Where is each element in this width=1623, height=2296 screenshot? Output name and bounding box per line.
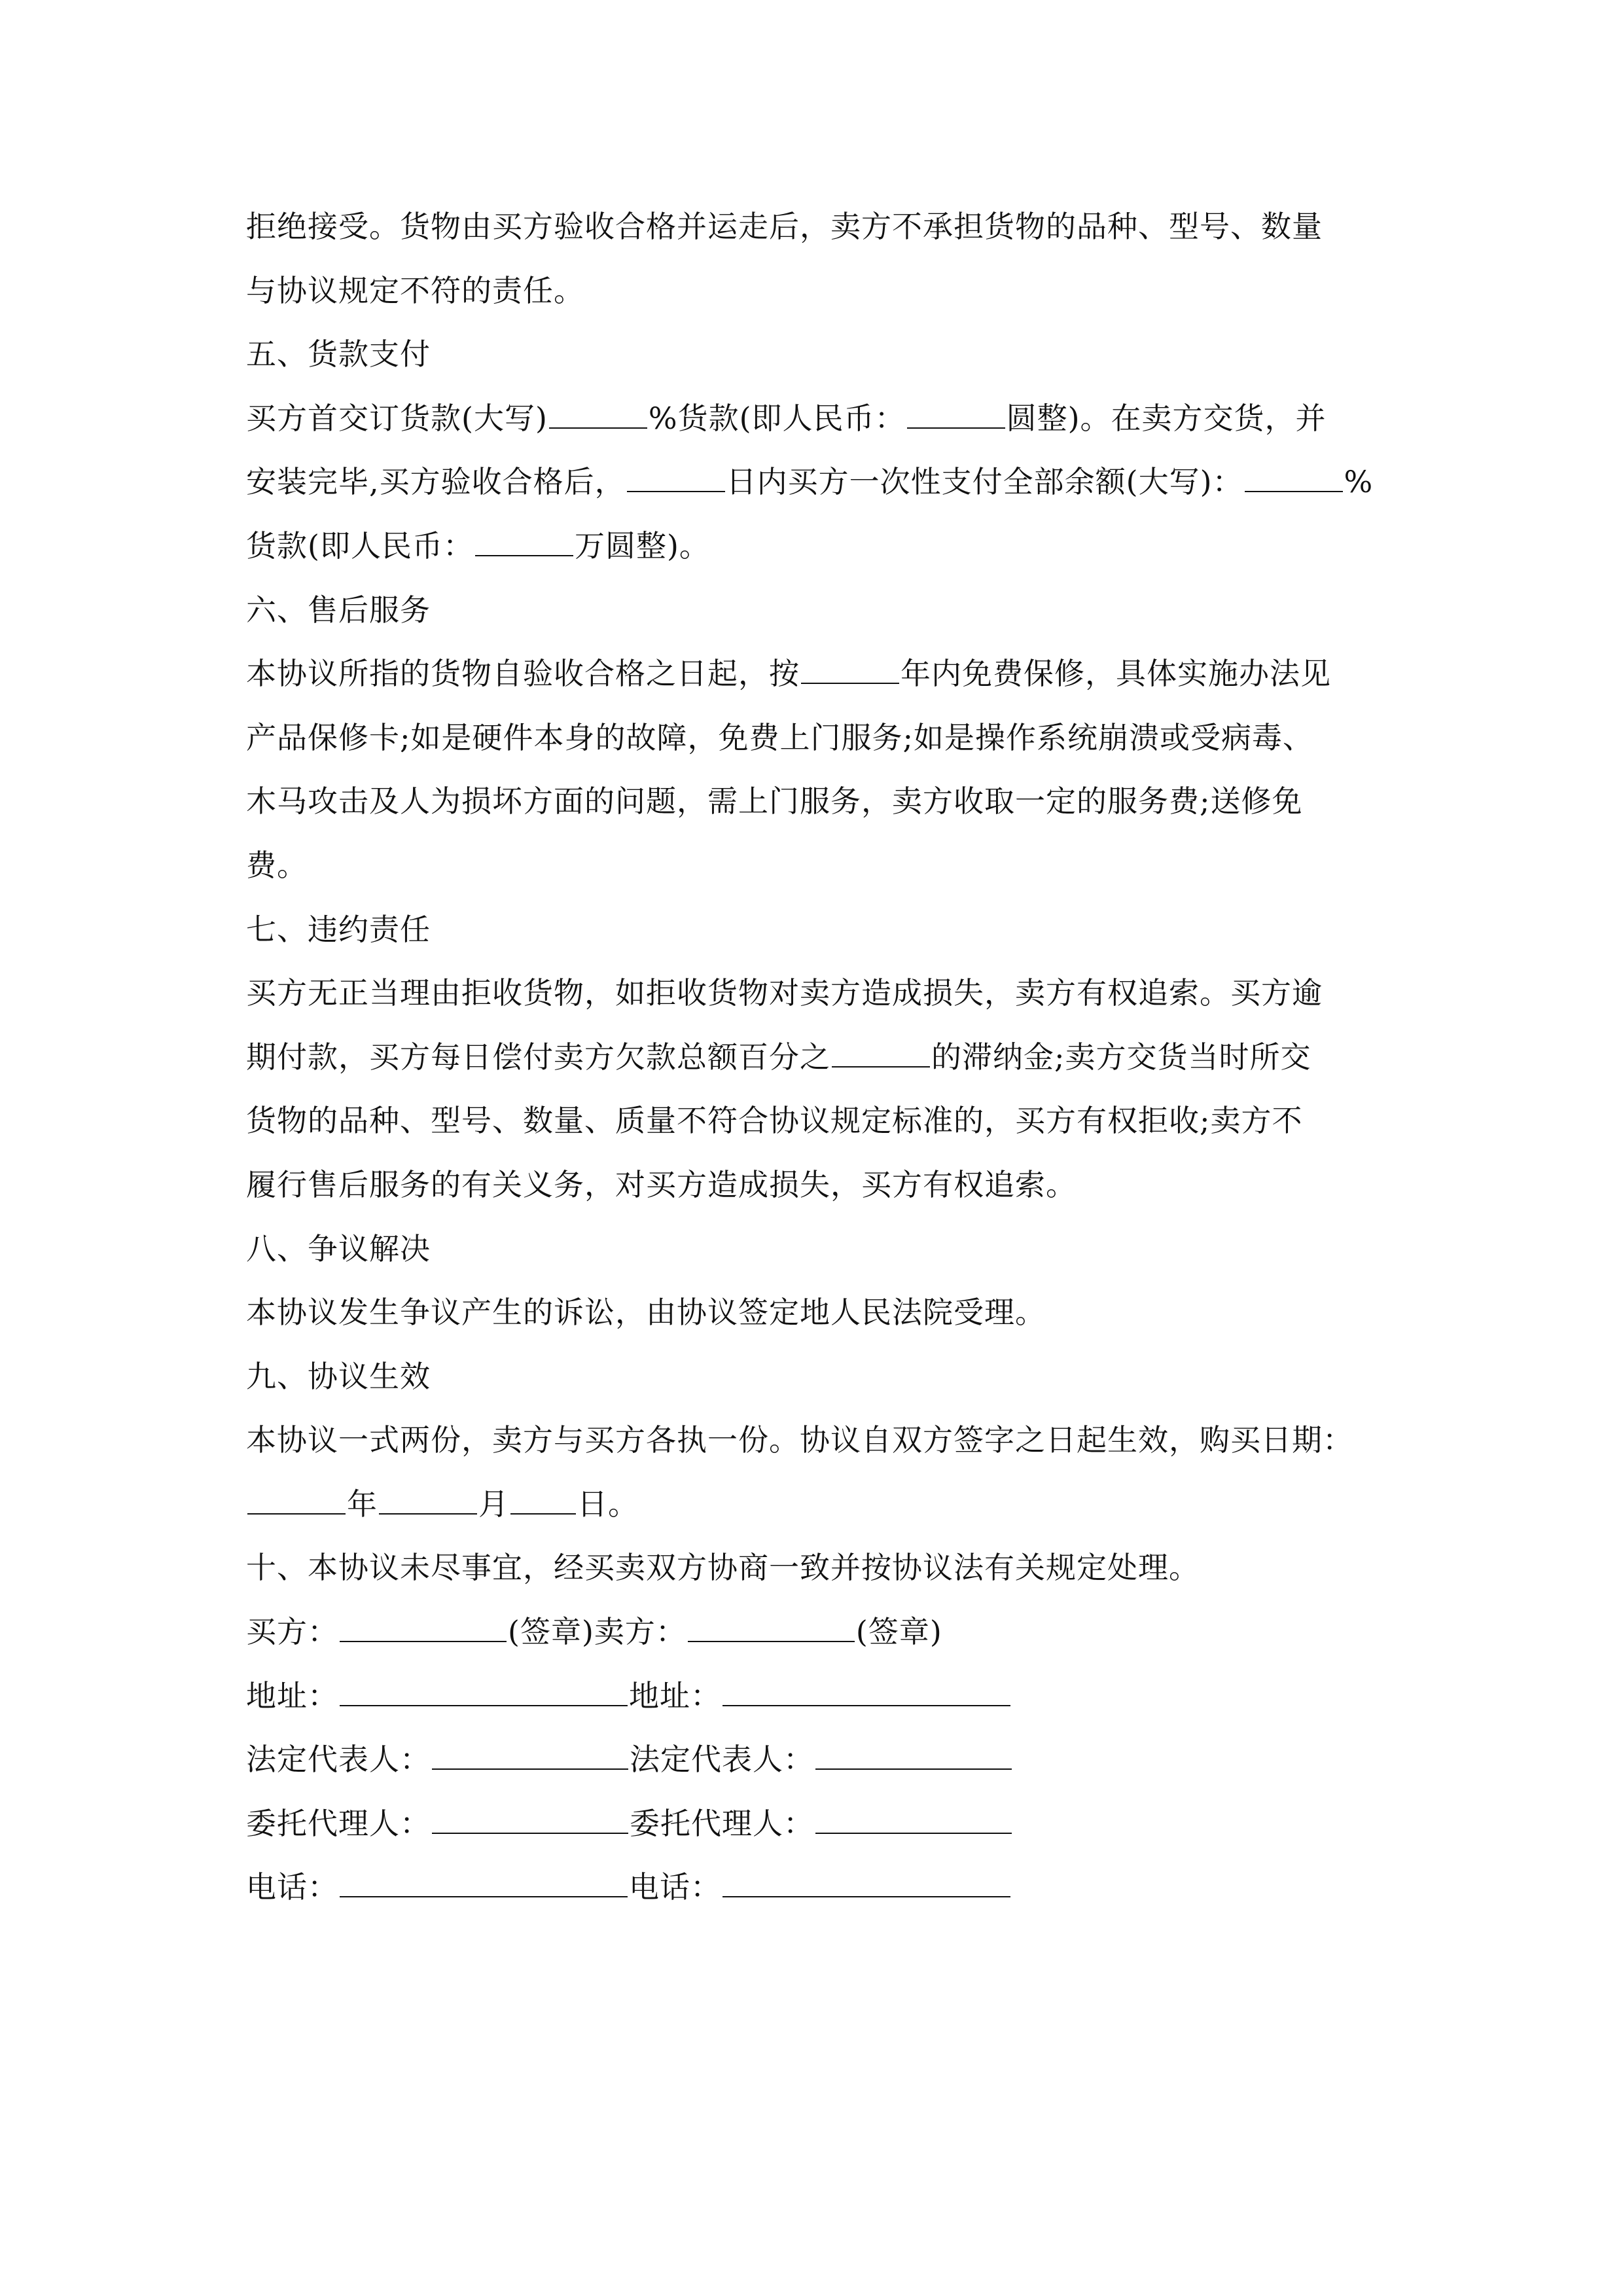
text-segment: %货款(即人民币：	[648, 400, 906, 436]
signature-row-address	[246, 1664, 1398, 1729]
day-blank	[510, 1491, 576, 1515]
seller-signature-blank	[688, 1619, 855, 1642]
after-sales-line-1	[246, 642, 1398, 706]
buyer-legal-rep-label: 法定代表人：	[246, 1742, 431, 1778]
payment-line-1	[246, 387, 1398, 451]
section-heading-liability: 七、违约责任	[246, 911, 431, 947]
purchase-date-line	[246, 1473, 1398, 1537]
text-segment: 买方首交订货款(大写)	[246, 400, 548, 436]
buyer-agent-blank	[432, 1810, 628, 1834]
buyer-agent-label: 委托代理人：	[246, 1805, 431, 1841]
section-heading-payment: 五、货款支付	[246, 336, 431, 372]
year-label: 年	[347, 1486, 378, 1522]
month-blank	[379, 1491, 477, 1515]
seller-address-label: 地址：	[629, 1677, 721, 1713]
year-blank	[247, 1491, 346, 1515]
effect-line-1: 本协议一式两份，卖方与买方各执一份。协议自双方签字之日起生效，购买日期：	[246, 1422, 1353, 1458]
payment-line-3	[246, 514, 1398, 579]
seller-legal-rep-label: 法定代表人：	[630, 1742, 814, 1778]
signature-row-agent	[246, 1792, 1398, 1856]
buyer-phone-blank	[340, 1874, 628, 1897]
blank-field	[475, 533, 573, 556]
seller-agent-label: 委托代理人：	[630, 1805, 814, 1841]
buyer-address-label: 地址：	[246, 1677, 338, 1713]
month-label: 月	[478, 1486, 509, 1522]
section-heading-dispute: 八、争议解决	[246, 1230, 431, 1266]
seller-seal-label: (签章)	[855, 1614, 942, 1650]
text-line: 拒绝接受。货物由买方验收合格并运走后，卖方不承担货物的品种、型号、数量	[246, 209, 1323, 244]
liability-line-1: 买方无正当理由拒收货物，如拒收货物对卖方造成损失，卖方有权追索。买方逾	[246, 975, 1323, 1011]
blank-field	[1245, 469, 1343, 492]
blank-field	[907, 405, 1005, 429]
seller-address-blank	[722, 1683, 1010, 1706]
liability-line-4: 履行售后服务的有关义务，对买方造成损失，买方有权追索。	[246, 1166, 1077, 1202]
liability-line-2	[246, 1026, 1398, 1090]
text-segment: 日内买方一次性支付全部余额(大写)：	[726, 464, 1243, 500]
after-sales-line-4: 费。	[246, 847, 308, 883]
section-heading-after-sales: 六、售后服务	[246, 592, 431, 628]
section-ten-line: 十、本协议未尽事宜，经买卖双方协商一致并按协议法有关规定处理。	[246, 1550, 1200, 1586]
text-segment: 安装完毕,买方验收合格后，	[246, 464, 626, 500]
text-segment: 期付款，买方每日偿付卖方欠款总额百分之	[246, 1039, 830, 1075]
text-segment: 货款(即人民币：	[246, 528, 474, 564]
buyer-legal-rep-blank	[432, 1746, 628, 1770]
dispute-line-1: 本协议发生争议产生的诉讼，由协议签定地人民法院受理。	[246, 1295, 1046, 1331]
blank-field	[832, 1044, 930, 1067]
payment-line-2	[246, 450, 1398, 514]
text-segment: 万圆整)。	[574, 528, 710, 564]
text-segment: 圆整)。在卖方交货，并	[1006, 400, 1327, 436]
after-sales-line-2: 产品保修卡;如是硬件本身的故障，免费上门服务;如是操作系统崩溃或受病毒、	[246, 719, 1313, 755]
text-segment: 的滞纳金;卖方交货当时所交	[931, 1039, 1311, 1075]
seller-legal-rep-blank	[815, 1746, 1012, 1770]
blank-field	[549, 405, 647, 429]
day-label: 日。	[577, 1486, 639, 1522]
buyer-address-blank	[340, 1683, 628, 1706]
signature-row-parties	[246, 1600, 1398, 1664]
seller-agent-blank	[815, 1810, 1012, 1834]
signature-row-legal-rep	[246, 1728, 1398, 1792]
text-segment: %	[1344, 464, 1374, 500]
seller-label: 卖方：	[594, 1614, 687, 1650]
seller-phone-label: 电话：	[629, 1869, 721, 1905]
buyer-seal-label: (签章)	[508, 1614, 594, 1650]
buyer-signature-blank	[340, 1619, 507, 1642]
buyer-label: 买方：	[246, 1614, 338, 1650]
seller-phone-blank	[722, 1874, 1010, 1897]
text-segment: 本协议所指的货物自验收合格之日起，按	[246, 656, 800, 692]
text-line: 与协议规定不符的责任。	[246, 272, 584, 308]
document-body	[246, 195, 1398, 1920]
buyer-phone-label: 电话：	[246, 1869, 338, 1905]
section-heading-effect: 九、协议生效	[246, 1358, 431, 1394]
blank-field	[801, 660, 899, 684]
signature-row-phone	[246, 1856, 1398, 1920]
after-sales-line-3: 木马攻击及人为损坏方面的问题，需上门服务，卖方收取一定的服务费;送修免	[246, 783, 1303, 819]
blank-field	[627, 469, 725, 492]
text-segment: 年内免费保修，具体实施办法见	[901, 656, 1331, 692]
liability-line-3: 货物的品种、型号、数量、质量不符合协议规定标准的，买方有权拒收;卖方不	[246, 1103, 1303, 1139]
